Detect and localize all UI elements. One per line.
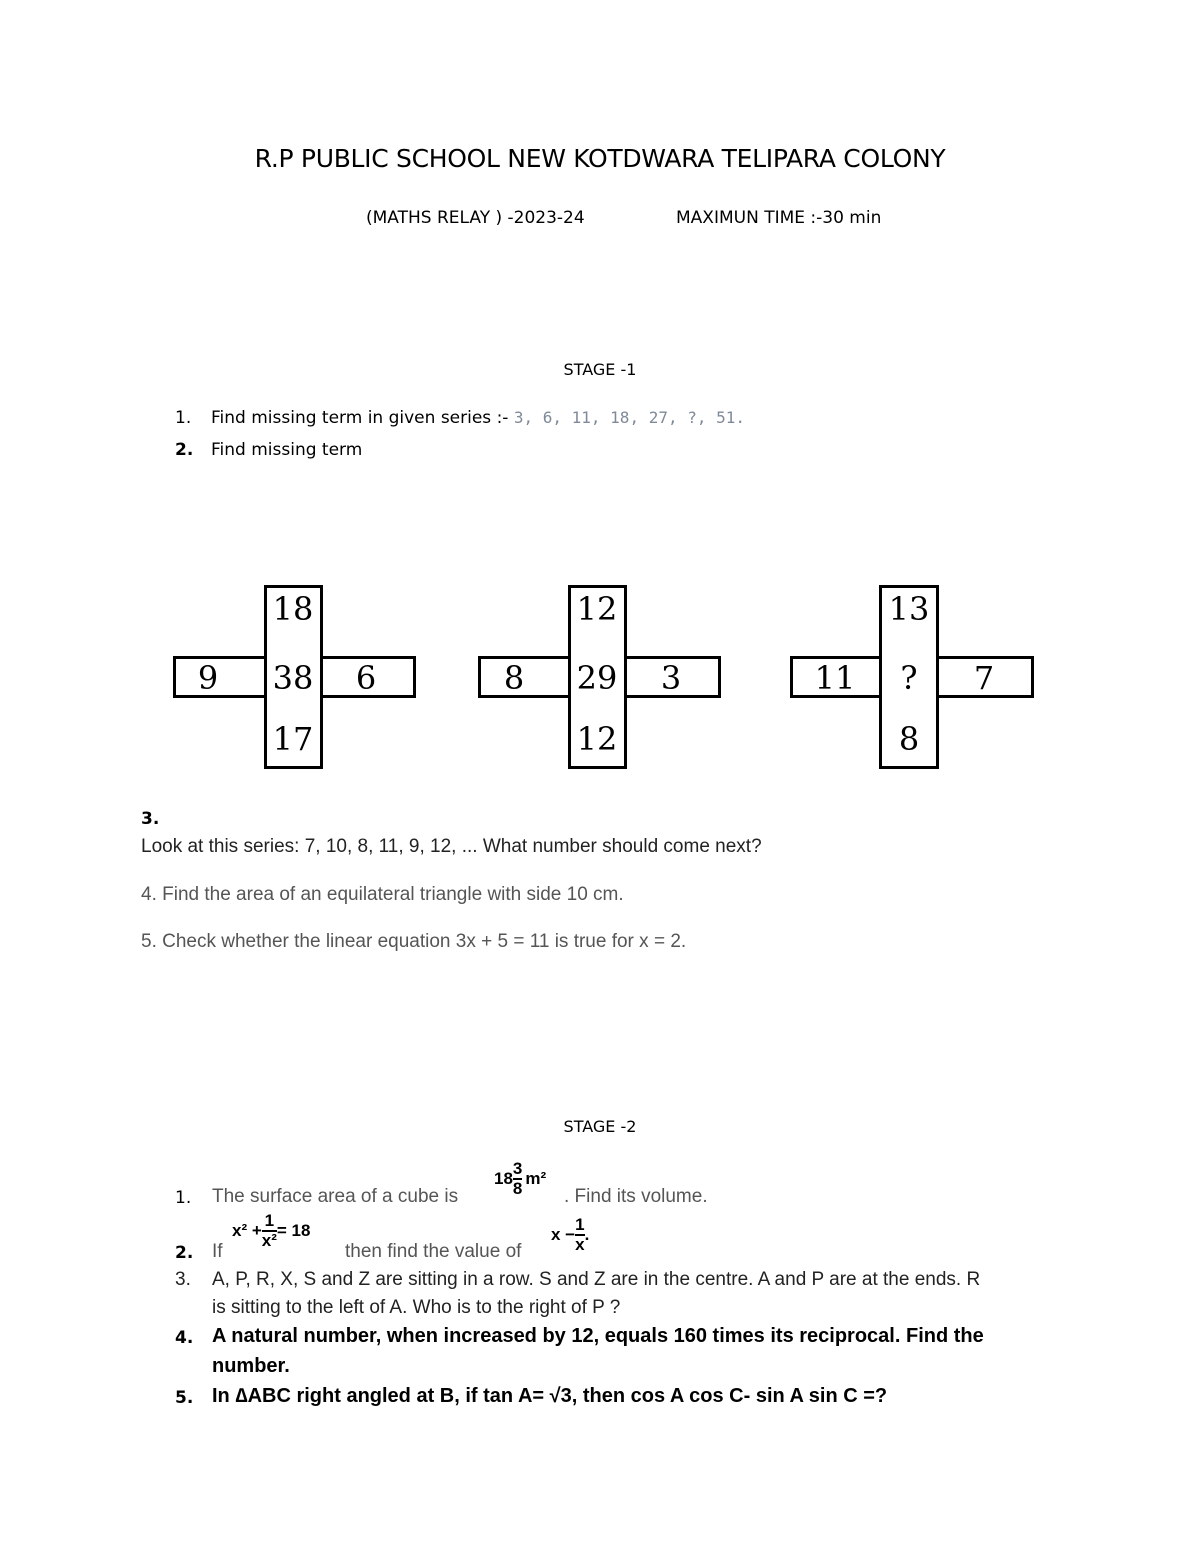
q2-text: Find missing term (211, 440, 363, 460)
cross-left-value: 9 (197, 659, 219, 697)
s2-q1-text-b: . Find its volume. (564, 1186, 708, 1207)
s2-q2-x-numerator: 1 (575, 1215, 585, 1234)
cross-bottom-value: 8 (898, 720, 920, 758)
cross-left-value: 8 (503, 659, 525, 697)
stage-1-heading: STAGE -1 (563, 360, 637, 379)
s2-q1-whole: 18 (494, 1169, 513, 1188)
s2-q2-number: 2. (175, 1243, 194, 1263)
q1-number: 1. (175, 408, 192, 428)
cross-right-value: 3 (660, 659, 682, 697)
s2-q3-number: 3. (175, 1269, 191, 1290)
school-title: R.P PUBLIC SCHOOL NEW KOTDWARA TELIPARA COLONY (254, 144, 946, 173)
s2-q2-if: If (212, 1241, 223, 1262)
q1-text: Find missing term in given series :- (211, 408, 514, 428)
s2-q1-denominator: 8 (512, 1179, 523, 1198)
q3-number: 3. (141, 809, 160, 829)
s2-q3-line1: A, P, R, X, S and Z are sitting in a row. S and Z are in the centre. A and P are at the ends. R (212, 1269, 981, 1290)
cross-center-value: ? (900, 659, 918, 697)
cross-center-value: 38 (272, 659, 314, 697)
s2-q3-line2: is sitting to the left of A. Who is to the right of P ? (212, 1297, 621, 1318)
q3-text: Look at this series: 7, 10, 8, 11, 9, 12, ... What number should come next? (141, 836, 762, 857)
s2-q5-number: 5. (175, 1388, 194, 1408)
cross-bottom-value: 17 (272, 720, 314, 758)
s2-q1-fraction (513, 1160, 522, 1198)
stage-2-heading: STAGE -2 (563, 1117, 637, 1136)
cross-right-value: 6 (355, 659, 377, 697)
s2-q5-text: In ∆ABC right angled at B, if tan A= √3, then cos A cos C- sin A sin C =? (212, 1385, 888, 1407)
cross-right-value: 7 (973, 659, 995, 697)
s2-q4-number: 4. (175, 1328, 194, 1348)
s2-q2-equation (232, 1212, 310, 1250)
cross-bottom-value: 12 (576, 720, 618, 758)
q1-series: 3, 6, 11, 18, 27, ?, 51. (513, 408, 746, 427)
cross-center-value: 29 (576, 659, 618, 697)
s2-q2-x-denominator: x (575, 1235, 585, 1254)
s2-q2-x-fraction (575, 1216, 584, 1254)
s2-q2-x: x − (551, 1225, 576, 1244)
s2-q1-text-a: The surface area of a cube is (212, 1186, 459, 1207)
q5-text: 5. Check whether the linear equation 3x + 5 = 11 is true for x = 2. (141, 931, 687, 952)
s2-q2-eq-b: = 18 (276, 1221, 311, 1240)
s2-q2-eq-denominator: x² (261, 1231, 277, 1250)
s2-q4-line2: number. (212, 1355, 290, 1377)
cross-top-value: 12 (576, 590, 618, 628)
s2-q4-line1: A natural number, when increased by 12, equals 160 times its reciprocal. Find the (212, 1325, 984, 1347)
cross-top-value: 13 (888, 590, 930, 628)
s2-q1-mixed-fraction (494, 1160, 546, 1198)
q2-number: 2. (175, 440, 194, 460)
s2-q2-eq-numerator: 1 (264, 1211, 275, 1230)
s2-q2-expression (551, 1216, 589, 1254)
s2-q2-eq-fraction (262, 1212, 277, 1250)
cross-left-value: 11 (814, 659, 856, 697)
s2-q2-mid: then find the value of (345, 1241, 522, 1262)
cross-top-value: 18 (272, 590, 314, 628)
s2-q2-end: . (584, 1225, 590, 1244)
q4-text: 4. Find the area of an equilateral triangle with side 10 cm. (141, 884, 624, 905)
s2-q1-number: 1. (175, 1188, 192, 1208)
max-time: MAXIMUN TIME :-30 min (676, 208, 882, 228)
s2-q1-numerator: 3 (512, 1159, 523, 1178)
s2-q2-eq-a: x² + (232, 1221, 262, 1240)
exam-subject: (MATHS RELAY ) -2023-24 (366, 208, 585, 228)
q1-question (211, 408, 745, 428)
s2-q1-unit: m² (525, 1169, 547, 1188)
